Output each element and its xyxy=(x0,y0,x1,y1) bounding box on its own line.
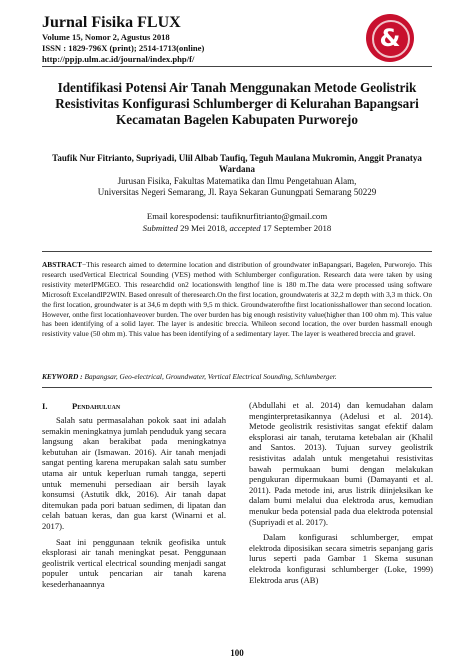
right-column xyxy=(249,400,433,585)
left-column xyxy=(42,400,226,590)
keywords-text: Bapangsar, Geo-electrical, Groundwater, Vertical Electrical Sounding, Schlumberger. xyxy=(84,372,337,381)
submitted-date: 29 Mei 2018, xyxy=(180,223,228,233)
article-affiliation xyxy=(52,176,422,198)
page-number: 100 xyxy=(230,648,244,658)
section-number: I. xyxy=(42,401,48,411)
abstract-lead: ABSTRACT xyxy=(42,260,82,269)
journal-name: Jurnal Fisika FLUX xyxy=(42,14,181,31)
submission-dates xyxy=(52,223,422,234)
left-paragraph-2: Saat ini penggunaan teknik geofisika untuk eksplorasi air tanah meningkat pesat. Penggunaan geolistrik vertical electrical sounding menjadi sangat populer untuk pencarian air tanah karena kesederhanaannya xyxy=(42,536,226,589)
journal-issn: ISSN : 1829-796X (print); 2514-1713(online) xyxy=(42,43,205,53)
left-paragraph-1: Salah satu permasalahan pokok saat ini adalah semakin meningkatnya jumlah penduduk yang secara langsung akan berakibat pada meningkatnya kebutuhan air (Ismawan. 2016). Air tanah menjadi sangat penting karena merupakan salah satu sumber utama air untuk keperluan rumah tangga, seperti untuk memenuhi persediaan air bersih layak konsumsi (Astutik dkk, 2016). Air tanah dapat ditemukan pada pori batuan sedimen, di lipatan dan celah batuan keras, dan gua karst (Winarni et al. 2017). xyxy=(42,415,226,531)
right-paragraph-2: Dalam konfigurasi schlumberger, empat elektroda diposisikan secara simetris sepanjang garis lurus seperti pada Gambar 1 Skema susunan elektroda konfigurasi schlumberger (Loke, 1999) Elektroda arus (AB) xyxy=(249,532,433,585)
section-heading xyxy=(42,400,226,412)
journal-header xyxy=(42,14,362,65)
journal-logo-icon xyxy=(366,14,414,62)
logo-glyph: & xyxy=(379,24,401,52)
section-title: Pendahuluan xyxy=(72,401,121,411)
article-authors: Taufik Nur Fitrianto, Supriyadi, Ulil Albab Taufiq, Teguh Maulana Mukromin, Anggit Pranatya Wardana xyxy=(52,153,422,174)
journal-volume: Volume 15, Nomor 2, Agustus 2018 xyxy=(42,32,170,42)
accepted-label: accepted xyxy=(229,223,261,233)
abstract xyxy=(42,260,432,339)
article-title: Identifikasi Potensi Air Tanah Menggunakan Metode Geolistrik Resistivitas Konfigurasi Schlumberger di Kelurahan Bapangsari Kecamatan Bagelen Kabupaten Purworejo xyxy=(55,80,419,127)
keywords xyxy=(42,372,432,382)
submitted-label: Submitted xyxy=(142,223,178,233)
accepted-date: 17 September 2018 xyxy=(262,223,332,233)
journal-url[interactable]: http://ppjp.ulm.ac.id/journal/index.php/f/ xyxy=(42,54,195,64)
abstract-top-rule xyxy=(42,251,432,252)
logo-ring xyxy=(372,20,410,58)
right-paragraph-1: (Abdullahi et al. 2014) dan kemudahan dalam menginterpretasikannya (Adelusi et al. 2014). Metode geolistrik resistivitas sangat efektif dalam eksplorasi air tanah, terutama ketebalan air (Khalil and Santos. 2013). Tujuan survey geolistrik resistivitas adalah untuk mengetahui resistivitas bawah permukaan bumi dengan melakukan pengukuran dipermukaan bumi (Damayanti et al. 2011). Pada metode ini, arus listrik diinjeksikan ke dalam bumi melalui dua elektroda arus, kemudian menukur beda potensial pada dua elektroda potensial (Supriyadi et al. 2017). xyxy=(249,400,433,527)
header-rule xyxy=(42,66,432,67)
abstract-text: −This research aimed to determine location and distribution of groundwater inBapangsari, Bagelen, Purworejo. This research usedVertical Electrical Sounding (VES) method with Schlumberger configuration. Research data were taken by using resistivity meterIPMGEO. This researchdid on2 locationswith lengthof line is 180 m.The data were processed using software Microsoft ExcelandIP2WIN. Based onresult of theresearch.On the first location, groundwateris at 32,2 m depth with 3,3 m thick. On the first location, groundwater is at 34,6 m depth with 9,5 m thick. Groundwaterofthe first locationisshallower than second location. However, onthe first locationhaveover burden. The over burden has big enough resistivity value(higher than 100 ohm m). This value has been identifying of a solid layer. The layer is andesitic breccia. Whileon second location, the over burden hassmall enough resistivity value (50 ohm m). This value has been identifying of a sedimentary layer. The layer is weathered breccia and gravel. xyxy=(42,260,432,339)
keywords-label: KEYWORD : xyxy=(42,372,83,381)
correspondence-email[interactable]: Email korespodensi: taufiknurfitrianto@gmail.com xyxy=(146,211,328,221)
affiliation-line-1: Jurusan Fisika, Fakultas Matematika dan Ilmu Pengetahuan Alam, xyxy=(117,176,357,186)
abstract-bottom-rule xyxy=(42,387,432,388)
affiliation-line-2: Universitas Negeri Semarang, Jl. Raya Sekaran Gunungpati Semarang 50229 xyxy=(97,187,377,197)
